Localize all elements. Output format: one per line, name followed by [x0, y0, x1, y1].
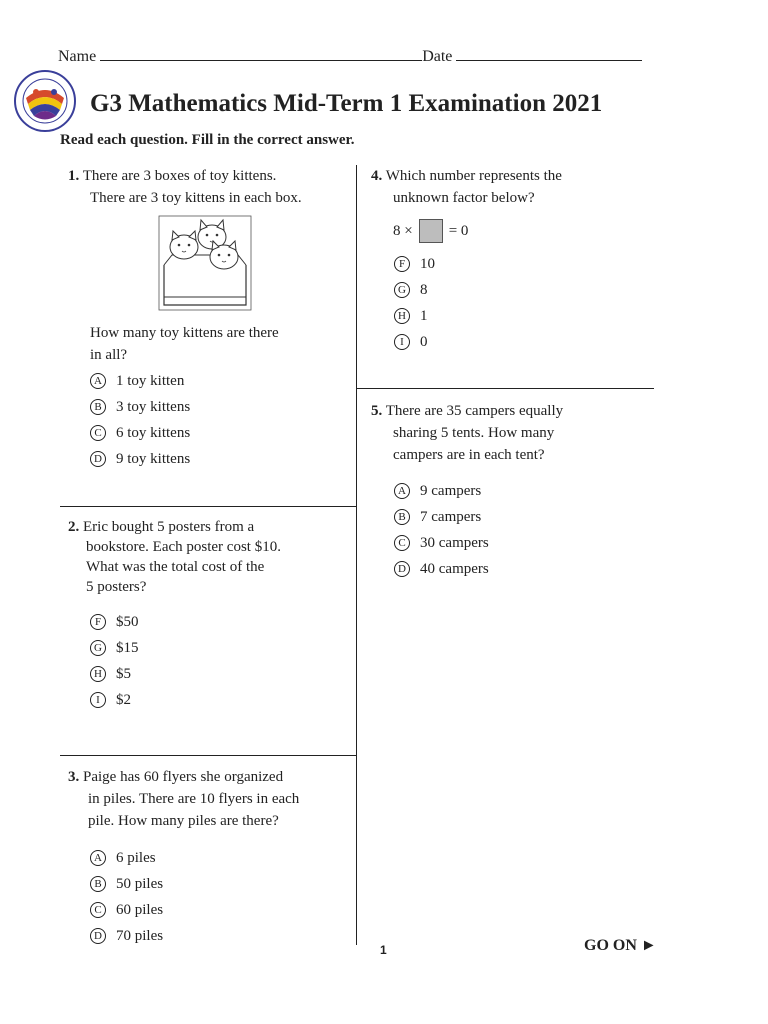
answer-bubble[interactable]: A: [394, 483, 410, 499]
column-divider: [356, 165, 357, 945]
question-number: 5.: [371, 403, 383, 419]
answer-bubble[interactable]: B: [394, 509, 410, 525]
section-divider: [60, 506, 356, 507]
answer-option[interactable]: B 3 toy kittens: [90, 394, 190, 420]
name-field[interactable]: [100, 46, 422, 61]
kittens-in-box-image: [158, 215, 252, 311]
answer-bubble[interactable]: F: [90, 614, 106, 630]
question-1-prompt: How many toy kittens are there in all?: [90, 325, 279, 363]
answer-option[interactable]: A 6 piles: [90, 845, 163, 871]
answer-option[interactable]: G 8: [394, 277, 435, 303]
question-1-text: 1. There are 3 boxes of toy kittens. There are 3 toy kittens in each box.: [68, 168, 302, 206]
question-5-text: 5. There are 35 campers equally sharing 5 tents. How many campers are in each tent?: [371, 403, 564, 463]
answer-option[interactable]: A 9 campers: [394, 478, 489, 504]
answer-bubble[interactable]: A: [90, 850, 106, 866]
answer-option[interactable]: F 10: [394, 251, 435, 277]
answer-option[interactable]: G $15: [90, 635, 139, 661]
answer-option[interactable]: D 9 toy kittens: [90, 446, 190, 472]
answer-option[interactable]: B 7 campers: [394, 504, 489, 530]
question-3-text: 3. Paige has 60 flyers she organized in piles. There are 10 flyers in each pile. How many piles are there?: [68, 769, 300, 829]
name-label: Name: [58, 48, 97, 65]
answer-bubble[interactable]: I: [90, 692, 106, 708]
go-on-label: GO ON ►: [584, 937, 657, 954]
answer-bubble[interactable]: D: [90, 928, 106, 944]
question-4-options: [394, 251, 435, 355]
question-2-options: [90, 609, 139, 713]
answer-option[interactable]: D 40 campers: [394, 556, 489, 582]
answer-bubble[interactable]: C: [90, 425, 106, 441]
answer-bubble[interactable]: H: [90, 666, 106, 682]
question-number: 3.: [68, 769, 80, 785]
question-1-options: [90, 368, 190, 472]
name-date-line: [58, 46, 642, 66]
answer-bubble[interactable]: B: [90, 876, 106, 892]
page-number: 1: [380, 943, 387, 957]
answer-option[interactable]: D 70 piles: [90, 923, 163, 949]
date-label: Date: [422, 48, 453, 65]
answer-bubble[interactable]: F: [394, 256, 410, 272]
school-logo: [14, 68, 76, 134]
question-4-text: 4. Which number represents the unknown factor below?: [371, 168, 562, 206]
answer-option[interactable]: I $2: [90, 687, 139, 713]
answer-option[interactable]: H $5: [90, 661, 139, 687]
question-number: 4.: [371, 168, 383, 184]
answer-option[interactable]: A 1 toy kitten: [90, 368, 190, 394]
section-divider: [357, 388, 654, 389]
unknown-factor-box: [419, 219, 443, 243]
question-2-text: 2. Eric bought 5 posters from a bookstore. Each poster cost $10. What was the total cost of the 5 posters?: [68, 519, 281, 595]
answer-option[interactable]: C 30 campers: [394, 530, 489, 556]
section-divider: [60, 755, 356, 756]
answer-bubble[interactable]: A: [90, 373, 106, 389]
answer-bubble[interactable]: G: [394, 282, 410, 298]
answer-option[interactable]: C 6 toy kittens: [90, 420, 190, 446]
answer-option[interactable]: H 1: [394, 303, 435, 329]
answer-option[interactable]: I 0: [394, 329, 435, 355]
answer-bubble[interactable]: I: [394, 334, 410, 350]
answer-bubble[interactable]: G: [90, 640, 106, 656]
question-5-options: [394, 478, 489, 582]
answer-bubble[interactable]: C: [90, 902, 106, 918]
question-number: 1.: [68, 168, 80, 184]
answer-bubble[interactable]: D: [394, 561, 410, 577]
answer-bubble[interactable]: B: [90, 399, 106, 415]
question-number: 2.: [68, 519, 80, 535]
equation: 8 × = 0: [393, 219, 468, 243]
date-field[interactable]: [456, 46, 642, 61]
answer-option[interactable]: B 50 piles: [90, 871, 163, 897]
answer-bubble[interactable]: H: [394, 308, 410, 324]
page-title: G3 Mathematics Mid-Term 1 Examination 2021: [90, 90, 603, 117]
question-3-options: [90, 845, 163, 949]
answer-option[interactable]: F $50: [90, 609, 139, 635]
answer-bubble[interactable]: C: [394, 535, 410, 551]
instructions: Read each question. Fill in the correct answer.: [60, 132, 355, 148]
answer-option[interactable]: C 60 piles: [90, 897, 163, 923]
answer-bubble[interactable]: D: [90, 451, 106, 467]
